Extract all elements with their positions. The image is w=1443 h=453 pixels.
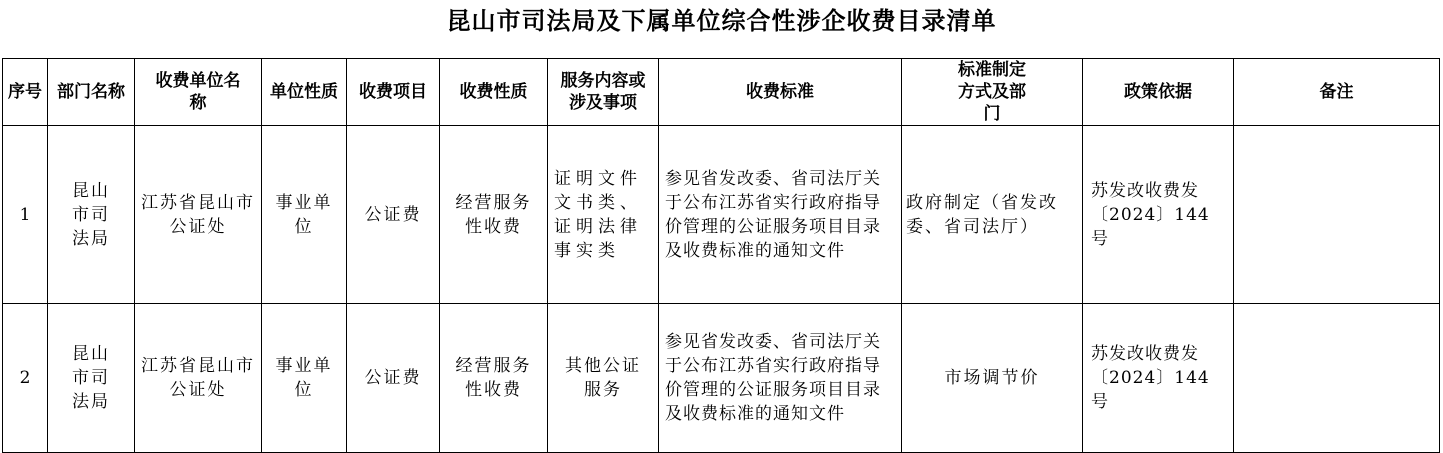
- cell-service-scope: [548, 304, 659, 453]
- cell-standard-method: [902, 126, 1083, 304]
- header-service-scope-label: 服务内容或涉及事项: [560, 71, 646, 113]
- cell-fee-item: [347, 304, 440, 453]
- cell-index: [3, 304, 48, 453]
- cell-standard: [659, 304, 902, 453]
- document-title: 昆山市司法局及下属单位综合性涉企收费目录清单: [446, 6, 997, 35]
- header-standard: [659, 59, 902, 126]
- header-standard-method-label: 标准制定方式及部门: [958, 60, 1026, 124]
- cell-policy: [1083, 304, 1234, 453]
- cell-service-scope: [548, 126, 659, 304]
- row-unit-type: 事业单位: [275, 356, 333, 400]
- cell-department: [48, 304, 135, 453]
- cell-fee-item: [347, 126, 440, 304]
- header-fee-nature-label: 收费性质: [459, 82, 528, 102]
- header-standard-label: 收费标准: [746, 82, 814, 102]
- cell-standard: [659, 126, 902, 304]
- cell-remarks: [1234, 126, 1440, 304]
- cell-unit-type: [262, 126, 347, 304]
- header-index: [3, 59, 48, 126]
- table-row: [3, 126, 1440, 304]
- row-department: 昆山市司法局: [72, 180, 110, 249]
- row-fee-item: 公证费: [364, 204, 422, 225]
- header-remarks: [1234, 59, 1440, 126]
- row-standard: 参见省发改委、省司法厅关于公布江苏省实行政府指导价管理的公证服务项目目录及收费标准的通知文件: [665, 168, 881, 261]
- header-unit-name-label: 收费单位名称: [155, 71, 241, 113]
- row-fee-nature: 经营服务性收费: [455, 356, 532, 400]
- row-standard-method: 政府制定（省发改委、省司法厅）: [906, 192, 1058, 237]
- row-fee-nature: 经营服务性收费: [455, 192, 532, 237]
- row-standard-method: 市场调节价: [944, 368, 1040, 388]
- header-unit-type: [262, 59, 347, 126]
- header-department-label: 部门名称: [57, 82, 125, 102]
- cell-fee-nature: [440, 126, 548, 304]
- row-department: 昆山市司法局: [72, 344, 110, 412]
- table-row: [3, 304, 1440, 453]
- row-service-scope: 其他公证服务: [565, 356, 641, 400]
- row-unit-type: 事业单位: [275, 192, 333, 237]
- header-policy-label: 政策依据: [1124, 82, 1192, 102]
- row-service-scope: 证明文件文书类、证明法律事实类: [554, 168, 642, 261]
- row-standard: 参见省发改委、省司法厅关于公布江苏省实行政府指导价管理的公证服务项目目录及收费标准的通知文件: [665, 332, 881, 424]
- row-policy: 苏发改收费发〔2024〕144号: [1091, 180, 1210, 249]
- cell-index: [3, 126, 48, 304]
- cell-department: [48, 126, 135, 304]
- header-service-scope: [548, 59, 659, 126]
- header-unit-type-label: 单位性质: [270, 82, 338, 102]
- row-index: 1: [19, 204, 31, 225]
- header-fee-item-label: 收费项目: [359, 82, 427, 102]
- header-row: [3, 59, 1440, 126]
- header-remarks-label: 备注: [1319, 82, 1354, 102]
- header-policy: [1083, 59, 1234, 126]
- header-standard-method: [902, 59, 1083, 126]
- fee-catalog-table: [2, 58, 1440, 453]
- row-index: 2: [19, 368, 31, 388]
- cell-unit-name: [135, 126, 262, 304]
- cell-standard-method: [902, 304, 1083, 453]
- row-fee-item: 公证费: [364, 368, 422, 388]
- cell-remarks: [1234, 304, 1440, 453]
- cell-unit-type: [262, 304, 347, 453]
- header-index-label: 序号: [8, 82, 42, 102]
- header-fee-item: [347, 59, 440, 126]
- cell-unit-name: [135, 304, 262, 453]
- row-unit-name: 江苏省昆山市公证处: [141, 356, 255, 400]
- row-unit-name: 江苏省昆山市公证处: [141, 192, 255, 237]
- cell-policy: [1083, 126, 1234, 304]
- header-fee-nature: [440, 59, 548, 126]
- row-policy: 苏发改收费发〔2024〕144号: [1091, 344, 1210, 412]
- cell-fee-nature: [440, 304, 548, 453]
- header-department: [48, 59, 135, 126]
- header-unit-name: [135, 59, 262, 126]
